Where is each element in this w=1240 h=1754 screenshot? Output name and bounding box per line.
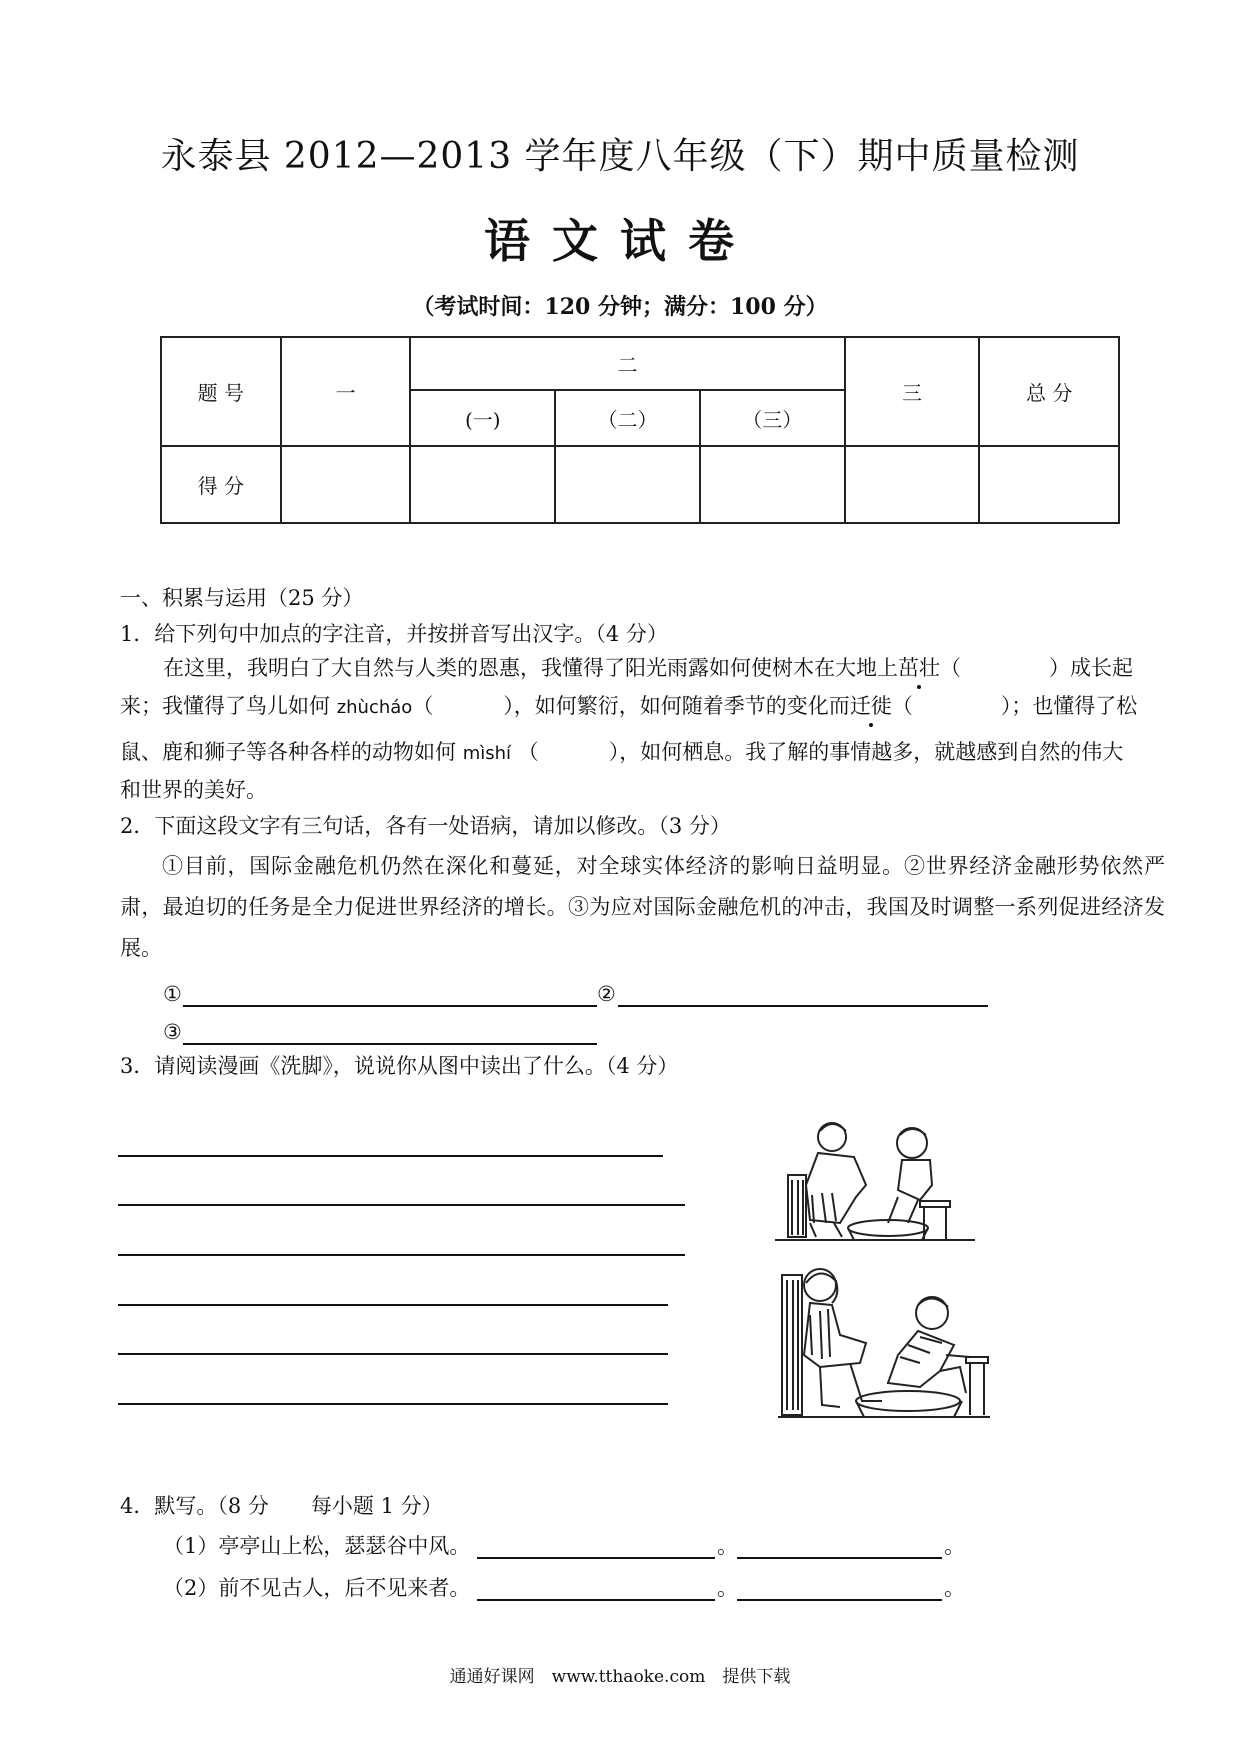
score-cell-part2-1[interactable] xyxy=(410,446,555,523)
q2-mark-2: ② xyxy=(597,982,616,1006)
q1-stem: 1．给下列句中加点的字注音，并按拼音写出汉字。（4 分） xyxy=(120,622,668,646)
q4-item-1-blank-2[interactable] xyxy=(737,1557,942,1559)
cartoon-panel-top xyxy=(775,1123,975,1240)
dotted-word: 茁壮 xyxy=(898,656,940,680)
score-cell-part3[interactable] xyxy=(845,446,980,523)
q4-item-2-end: 。 xyxy=(944,1576,965,1600)
part2-sub-3: （三） xyxy=(700,390,845,446)
q3-answer-line[interactable] xyxy=(118,1155,663,1157)
q1-text: ）；也懂得了松 xyxy=(1000,694,1138,718)
q1-line1 xyxy=(163,654,1133,682)
bracket-open: （ xyxy=(412,694,434,718)
q1-text: 来；我懂得了鸟儿如何 xyxy=(120,694,330,718)
score-cell-part2-2[interactable] xyxy=(555,446,700,523)
score-label-cell: 得 分 xyxy=(161,446,281,523)
q1-text: 在这里，我明白了大自然与人类的恩惠，我懂得了阳光雨露如何使树木在大地上 xyxy=(163,656,898,680)
q4-item-1-blank-1[interactable] xyxy=(477,1557,715,1559)
q2-answer-line-2[interactable] xyxy=(618,1005,988,1007)
score-cell-total[interactable] xyxy=(979,446,1119,523)
bracket-open: （ xyxy=(891,694,913,718)
exam-time-info: （考试时间：120 分钟；满分：100 分） xyxy=(412,294,828,320)
q3-answer-line[interactable] xyxy=(118,1353,668,1355)
foot-washing-cartoon xyxy=(770,1105,1000,1430)
q4-item-2-blank-2[interactable] xyxy=(737,1599,942,1601)
page-footer: 通通好课网 www.tthaoke.com 提供下载 xyxy=(449,1667,791,1687)
q2-mark-3: ③ xyxy=(163,1020,182,1044)
q3-answer-line[interactable] xyxy=(118,1304,668,1306)
q4-item-1-end: 。 xyxy=(944,1534,965,1558)
q4-item-1-sep: 。 xyxy=(717,1534,738,1558)
q1-line4: 和世界的美好。 xyxy=(120,778,267,802)
part2-sub-1: (一) xyxy=(410,390,555,446)
part1-header: 一 xyxy=(281,337,411,446)
bracket-open: （ xyxy=(517,740,539,764)
q3-answer-line[interactable] xyxy=(118,1254,685,1256)
q1-text: ），如何栖息。我了解的事情越多，就越感到自然的伟大 xyxy=(608,740,1124,764)
bracket-open: （ xyxy=(940,656,961,680)
score-cell-part2-3[interactable] xyxy=(700,446,845,523)
q1-text: 鼠、鹿和狮子等各种各样的动物如何 xyxy=(120,740,456,764)
q4-item-2-blank-1[interactable] xyxy=(477,1599,715,1601)
q1-text: ）成长起 xyxy=(1049,656,1133,680)
q1-line3 xyxy=(120,738,1123,768)
total-header: 总 分 xyxy=(979,337,1119,446)
q2-mark-1: ① xyxy=(163,982,182,1006)
dotted-word: 迁徙 xyxy=(849,694,892,718)
row-header-cell: 题 号 xyxy=(161,337,281,446)
q4-stem: 4．默写。（8 分 每小题 1 分） xyxy=(120,1494,443,1518)
exam-title: 永泰县 2012—2013 学年度八年级（下）期中质量检测 xyxy=(160,136,1080,177)
part3-header: 三 xyxy=(845,337,980,446)
q3-answer-line[interactable] xyxy=(118,1403,668,1405)
pinyin-text: zhùcháo xyxy=(336,697,413,718)
part2-sub-2: （二） xyxy=(555,390,700,446)
q1-line2 xyxy=(120,692,1137,722)
score-cell-part1[interactable] xyxy=(281,446,411,523)
q2-stem: 2．下面这段文字有三句话，各有一处语病，请加以修改。（3 分） xyxy=(120,814,731,838)
q2-answer-line-3[interactable] xyxy=(183,1043,597,1045)
q4-item-2-prompt: （2）前不见古人，后不见来者。 xyxy=(163,1576,471,1600)
q4-item-1-prompt: （1）亭亭山上松，瑟瑟谷中风。 xyxy=(163,1534,471,1558)
part2-header: 二 xyxy=(410,337,844,390)
q3-stem: 3．请阅读漫画《洗脚》，说说你从图中读出了什么。（4 分） xyxy=(120,1054,679,1078)
q3-answer-line[interactable] xyxy=(118,1204,685,1206)
cartoon-panel-bottom xyxy=(778,1269,990,1417)
q4-item-2-sep: 。 xyxy=(717,1576,738,1600)
section1-heading: 一、积累与运用（25 分） xyxy=(120,586,364,610)
score-table xyxy=(160,336,1120,524)
q2-passage: ①目前，国际金融危机仍然在深化和蔓延，对全球实体经济的影响日益明显。②世界经济金融形势依然严肃，最迫切的任务是全力促进世界经济的增长。③为应对国际金融危机的冲击，我国及时调整一系列促进经济发展。 xyxy=(120,854,1165,960)
exam-subtitle: 语文试卷 xyxy=(484,214,756,268)
q2-answer-line-1[interactable] xyxy=(183,1005,597,1007)
q1-text: ），如何繁衍，如何随着季节的变化而 xyxy=(503,694,850,718)
pinyin-text: mìshí xyxy=(462,743,512,764)
